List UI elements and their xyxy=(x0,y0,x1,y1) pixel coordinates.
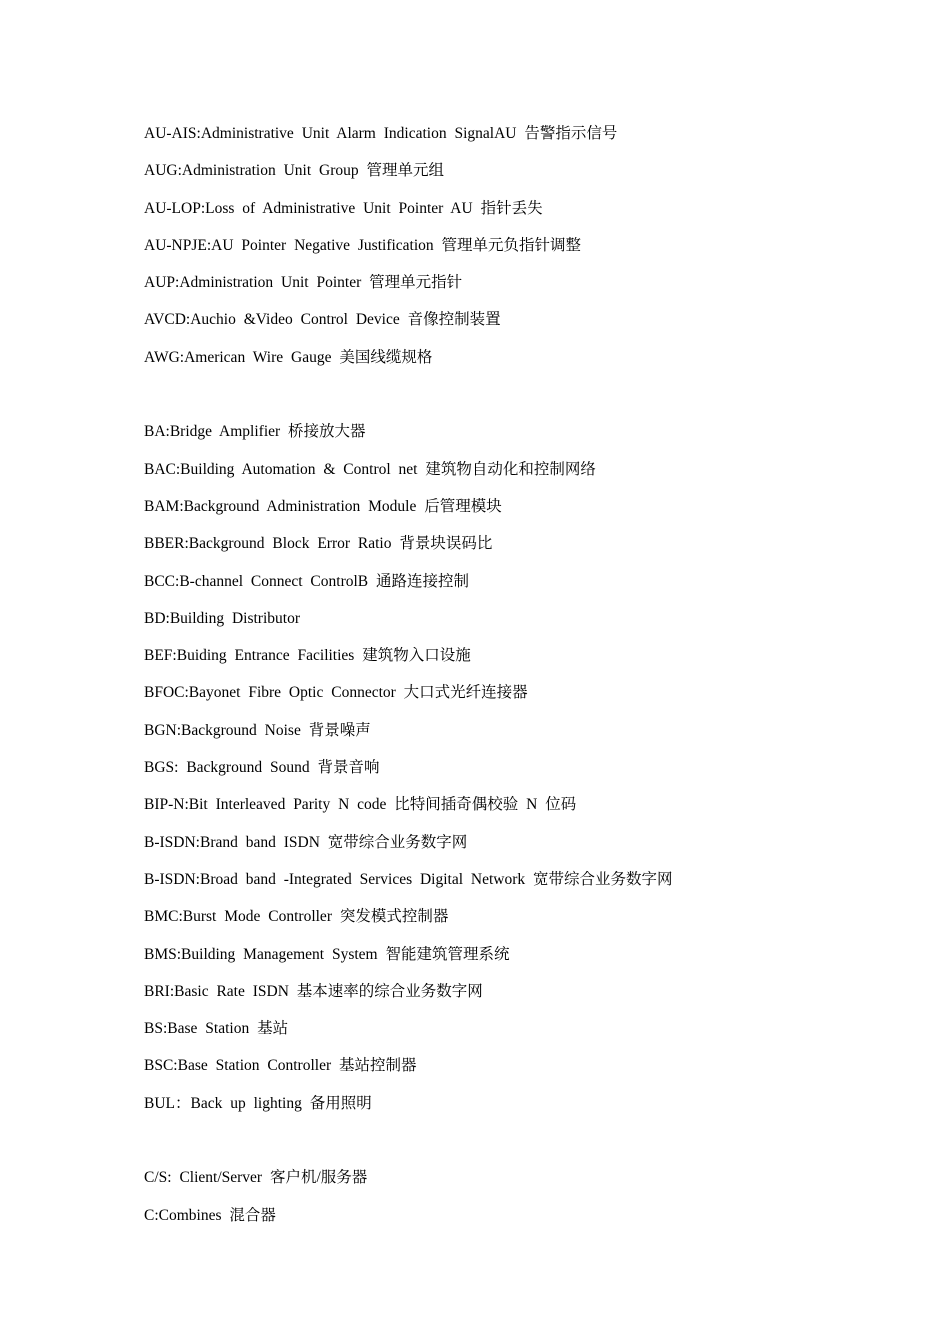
glossary-entry: AWG:American Wire Gauge 美国线缆规格 xyxy=(144,348,433,366)
glossary-entry: BD:Building Distributor xyxy=(144,609,300,627)
section-gap xyxy=(144,381,864,418)
glossary-entry: AU-AIS:Administrative Unit Alarm Indication SignalAU 告警指示信号 xyxy=(144,125,618,142)
glossary-entry: BMS:Building Management System 智能建筑管理系统 xyxy=(144,945,510,963)
glossary-entry: AU-NPJE:AU Pointer Negative Justification 管理单元负指针调整 xyxy=(144,236,582,254)
glossary-entry: AUG:Administration Unit Group 管理单元组 xyxy=(144,162,445,180)
glossary-entry: BMC:Burst Mode Controller 突发模式控制器 xyxy=(144,908,449,926)
glossary-entry: BIP-N:Bit Interleaved Parity N code 比特间插奇偶校验 N 位码 xyxy=(144,796,577,814)
glossary-entry: BSC:Base Station Controller 基站控制器 xyxy=(144,1057,417,1075)
glossary-entry: AUP:Administration Unit Pointer 管理单元指针 xyxy=(144,274,463,292)
glossary-entry: BFOC:Bayonet Fibre Optic Connector 大口式光纤连接器 xyxy=(144,684,528,702)
glossary-entry: BCC:B-channel Connect ControlB 通路连接控制 xyxy=(144,572,469,590)
glossary-entry: B-ISDN:Broad band -Integrated Services Digital Network 宽带综合业务数字网 xyxy=(144,870,673,888)
glossary-list xyxy=(144,120,864,1239)
glossary-entry: BA:Bridge Amplifier 桥接放大器 xyxy=(144,423,366,441)
glossary-entry: BGS: Background Sound 背景音响 xyxy=(144,759,380,777)
glossary-entry: BEF:Buiding Entrance Facilities 建筑物入口设施 xyxy=(144,647,471,665)
glossary-entry: BS:Base Station 基站 xyxy=(144,1020,289,1038)
glossary-entry: BBER:Background Block Error Ratio 背景块误码比 xyxy=(144,535,493,553)
glossary-entry: C:Combines 混合器 xyxy=(144,1206,276,1224)
glossary-entry: BRI:Basic Rate ISDN 基本速率的综合业务数字网 xyxy=(144,982,483,1000)
glossary-entry: B-ISDN:Brand band ISDN 宽带综合业务数字网 xyxy=(144,833,468,851)
glossary-entry: C/S: Client/Server 客户机/服务器 xyxy=(144,1169,368,1187)
glossary-entry: AVCD:Auchio &Video Control Device 音像控制装置 xyxy=(144,311,501,329)
glossary-entry: BGN:Background Noise 背景噪声 xyxy=(144,721,371,739)
section-gap xyxy=(144,1127,864,1164)
glossary-entry: BAM:Background Administration Module 后管理模块 xyxy=(144,497,502,515)
glossary-entry: BUL：Back up lighting 备用照明 xyxy=(144,1094,372,1112)
glossary-entry: BAC:Building Automation & Control net 建筑物自动化和控制网络 xyxy=(144,460,596,478)
glossary-entry: AU-LOP:Loss of Administrative Unit Pointer AU 指针丢失 xyxy=(144,199,543,217)
